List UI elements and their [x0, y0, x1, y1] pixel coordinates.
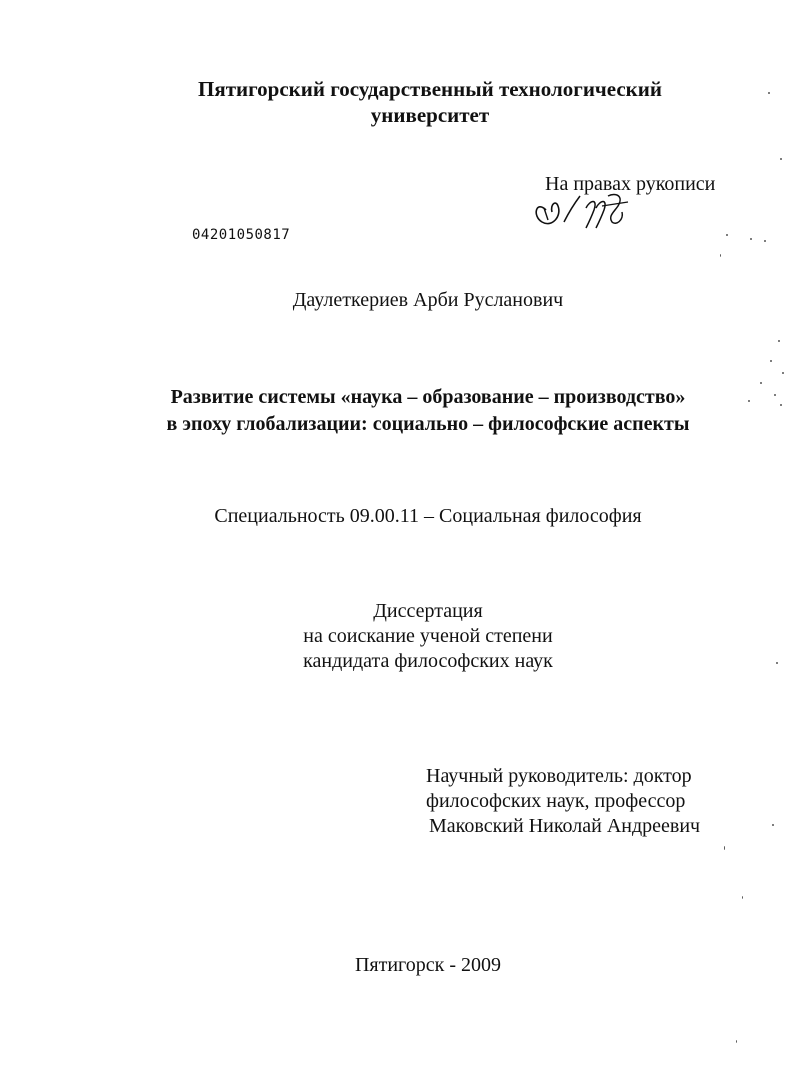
manuscript-note: На правах рукописи	[545, 173, 716, 195]
university-line-2: университет	[370, 103, 490, 127]
scan-speck	[742, 896, 743, 899]
author-name: Даулеткериев Арби Русланович	[292, 289, 564, 311]
scan-speck	[770, 360, 772, 362]
catalog-number: 04201050817	[192, 227, 291, 243]
scan-speck	[748, 400, 750, 402]
scan-speck	[750, 238, 752, 240]
title-line-2: в эпоху глобализации: социально – философские аспекты	[166, 413, 690, 435]
scan-speck	[772, 824, 774, 826]
supervisor-line-1: Научный руководитель: доктор	[426, 765, 692, 787]
scan-speck	[768, 92, 770, 94]
supervisor-line-3: Маковский Николай Андреевич	[429, 815, 701, 837]
scan-speck	[720, 254, 721, 257]
degree-line-2: на соискание ученой степени	[303, 625, 553, 647]
scan-speck	[764, 240, 766, 242]
supervisor-block	[426, 764, 700, 839]
university-name	[130, 76, 730, 128]
dissertation-title	[30, 384, 796, 438]
supervisor-line-2: философских наук, профессор	[426, 790, 686, 812]
university-line-1: Пятигорский государственный технологический	[198, 77, 662, 101]
degree-line-3: кандидата философских наук	[303, 650, 553, 672]
scan-speck	[760, 382, 762, 384]
scan-speck	[780, 404, 782, 406]
scan-speck	[778, 340, 780, 342]
city-year: Пятигорск - 2009	[354, 954, 502, 976]
scan-speck	[736, 1040, 737, 1043]
specialty: Специальность 09.00.11 – Социальная философия	[214, 505, 642, 527]
scan-speck	[774, 394, 776, 396]
degree-statement	[30, 599, 796, 674]
scan-speck	[780, 158, 782, 160]
degree-line-1: Диссертация	[373, 600, 483, 622]
handwritten-signature	[528, 186, 638, 234]
scan-speck	[724, 846, 725, 850]
scan-speck	[776, 662, 778, 664]
scan-speck	[782, 372, 784, 374]
title-line-1: Развитие системы «наука – образование – производство»	[170, 386, 686, 408]
scan-speck	[726, 234, 728, 236]
